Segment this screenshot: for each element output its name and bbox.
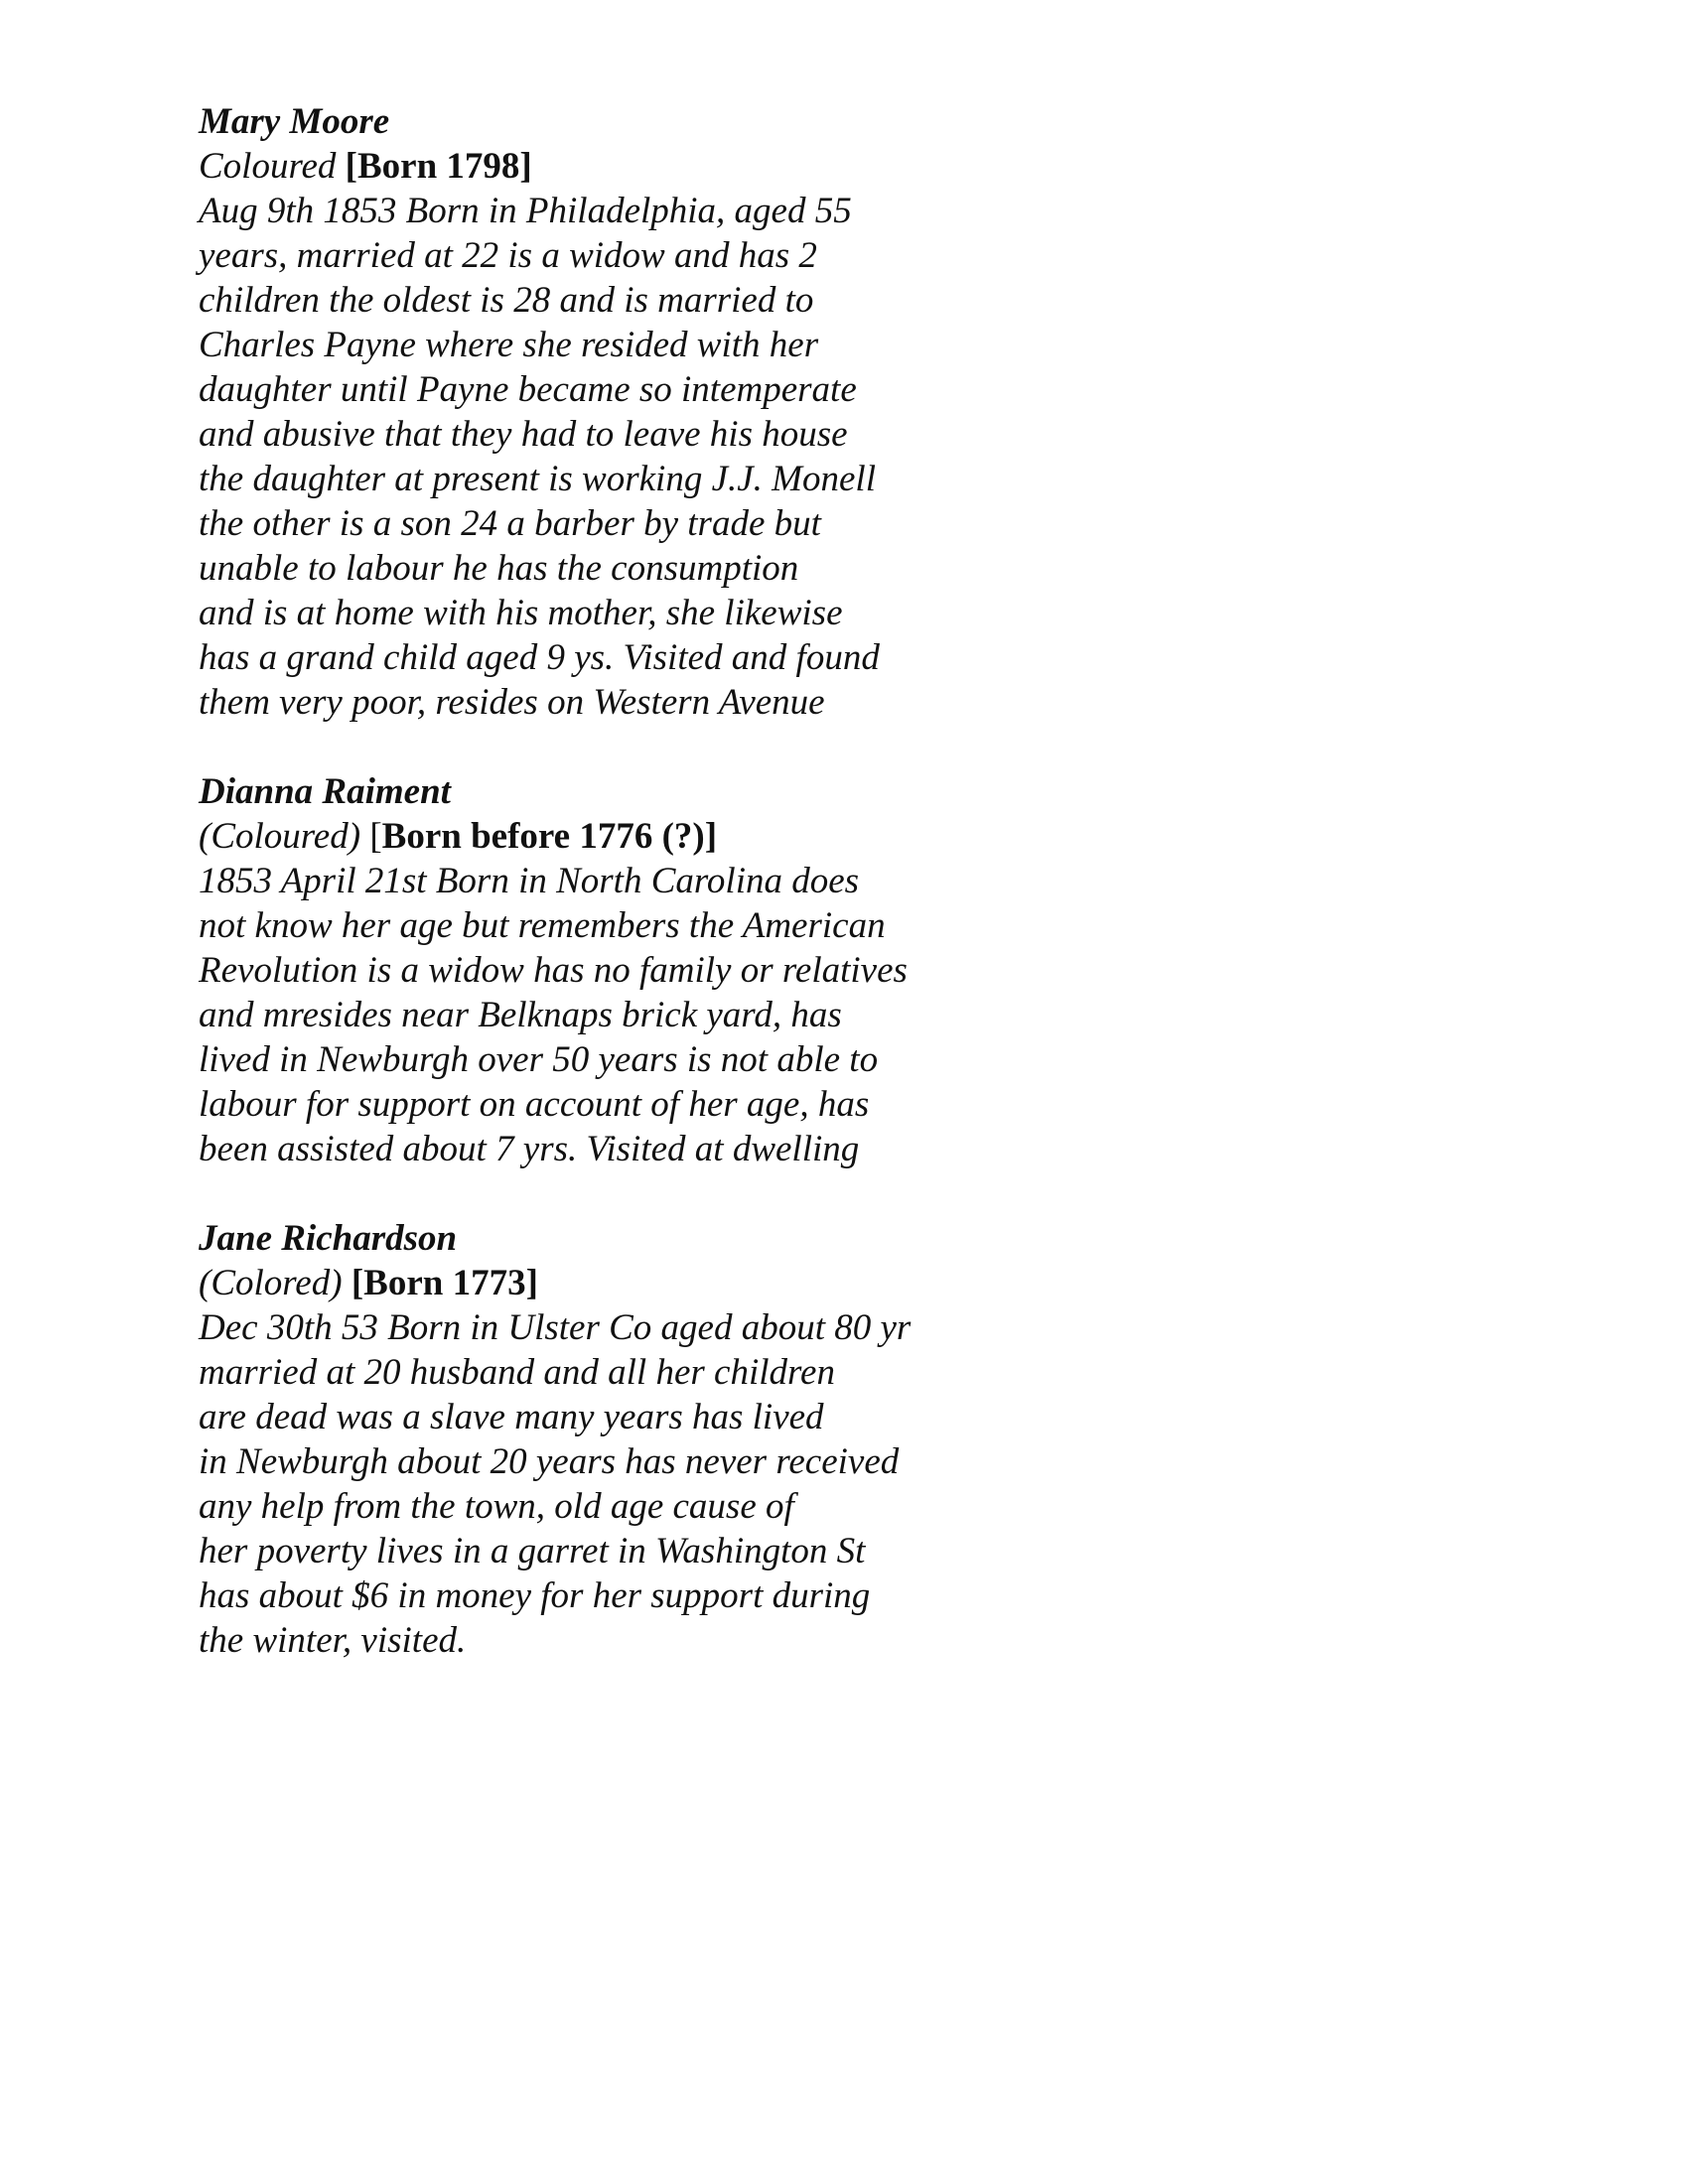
- entry-dianna-raiment: [199, 769, 1291, 1171]
- entry-note-line: are dead was a slave many years has lived: [199, 1397, 824, 1437]
- entry-note-line: and abusive that they had to leave his house: [199, 414, 848, 455]
- entry-race-born: [199, 814, 1291, 859]
- entry-note-line: daughter until Payne became so intemperate: [199, 369, 857, 410]
- entry-note-line: the daughter at present is working J.J. Monell: [199, 459, 876, 499]
- entry-note-line: years, married at 22 is a widow and has 2: [199, 235, 817, 276]
- entry-note-line: Dec 30th 53 Born in Ulster Co aged about 80 yr: [199, 1307, 912, 1348]
- entry-note-line: the winter, visited.: [199, 1620, 467, 1661]
- entry-note-line: children the oldest is 28 and is married to: [199, 280, 814, 321]
- entry-race-born: [199, 144, 1291, 189]
- entry-note-line: unable to labour he has the consumption: [199, 548, 799, 589]
- entry-note-line: Revolution is a widow has no family or relatives: [199, 950, 908, 991]
- entry-note-line: lived in Newburgh over 50 years is not able to: [199, 1039, 879, 1080]
- entry-note-line: has a grand child aged 9 ys. Visited and found: [199, 637, 880, 678]
- entry-note-line: not know her age but remembers the American: [199, 905, 886, 946]
- entry-note-line: has about $6 in money for her support during: [199, 1575, 871, 1616]
- entry-note-line: her poverty lives in a garret in Washington St: [199, 1531, 866, 1571]
- entry-race: (Coloured): [199, 816, 361, 857]
- entry-mary-moore: [199, 99, 1291, 725]
- entry-race: (Colored): [199, 1263, 343, 1303]
- entry-note-line: labour for support on account of her age, has: [199, 1084, 870, 1125]
- entry-notes: [199, 189, 1291, 725]
- entry-race-born: [199, 1261, 1291, 1305]
- entry-name: Dianna Raiment: [199, 771, 451, 812]
- entry-note-line: any help from the town, old age cause of: [199, 1486, 794, 1527]
- entry-name: Jane Richardson: [199, 1218, 458, 1259]
- entry-note-line: them very poor, resides on Western Avenue: [199, 682, 825, 723]
- entry-note-line: Aug 9th 1853 Born in Philadelphia, aged 55: [199, 191, 852, 231]
- entry-note-line: the other is a son 24 a barber by trade but: [199, 503, 821, 544]
- entry-race: Coloured: [199, 146, 337, 187]
- entry-born-open-bracket: [: [369, 816, 382, 857]
- entry-notes: [199, 1305, 1291, 1663]
- entry-note-line: 1853 April 21st Born in North Carolina does: [199, 861, 860, 901]
- entry-born: [Born 1773]: [351, 1263, 538, 1303]
- document-page: [199, 99, 1291, 1707]
- entry-note-line: been assisted about 7 yrs. Visited at dwelling: [199, 1129, 860, 1169]
- entry-note-line: Charles Payne where she resided with her: [199, 325, 819, 365]
- entry-born: Born before 1776 (?)]: [381, 816, 718, 857]
- entry-note-line: married at 20 husband and all her children: [199, 1352, 835, 1393]
- entry-note-line: in Newburgh about 20 years has never received: [199, 1441, 900, 1482]
- entry-notes: [199, 859, 1291, 1171]
- entry-jane-richardson: [199, 1216, 1291, 1663]
- entry-note-line: and is at home with his mother, she likewise: [199, 593, 843, 633]
- entry-born: [Born 1798]: [345, 146, 532, 187]
- entry-note-line: and mresides near Belknaps brick yard, has: [199, 995, 842, 1035]
- entry-name: Mary Moore: [199, 101, 390, 142]
